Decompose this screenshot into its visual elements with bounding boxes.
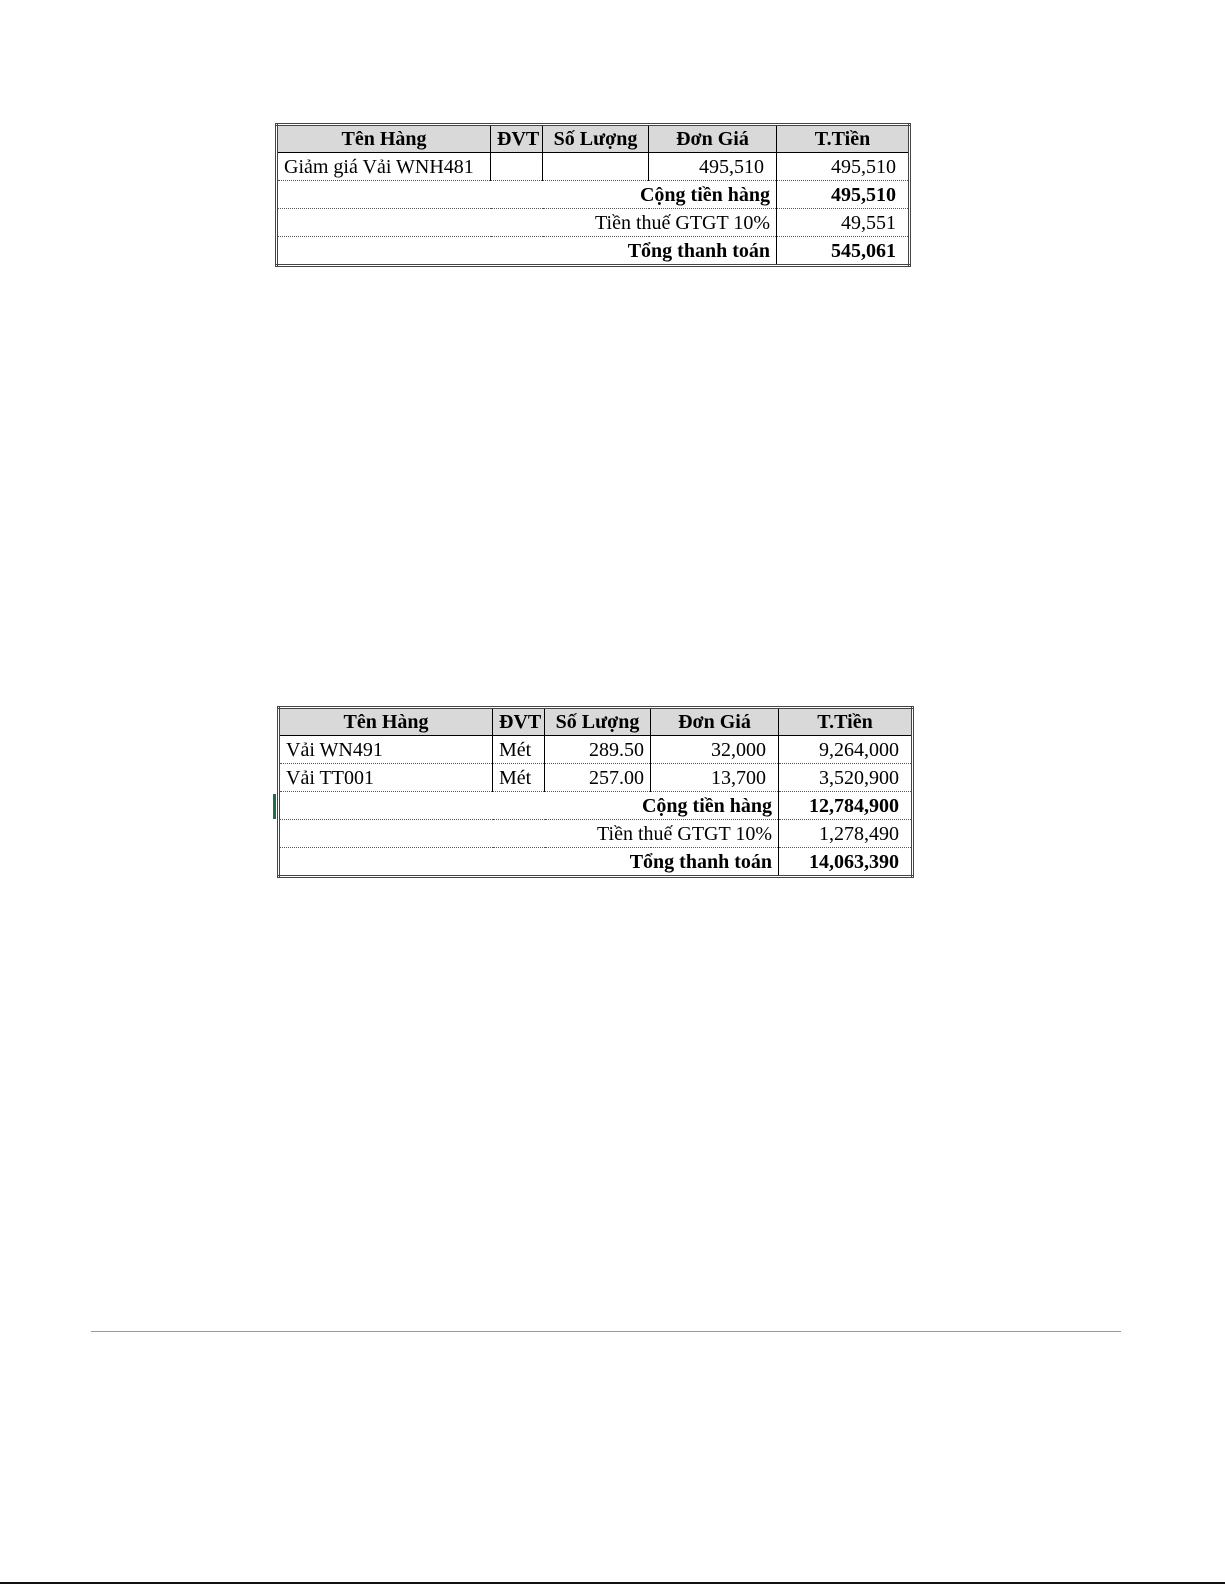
item-name: Vải WN491 [279, 736, 493, 764]
total-label: Tổng thanh toán [279, 848, 779, 877]
item-unit: Mét [493, 764, 545, 792]
item-unit [491, 153, 543, 181]
header-unit-price: Đơn Giá [651, 708, 779, 736]
subtotal-label: Cộng tiền hàng [279, 792, 779, 820]
subtotal-row [277, 181, 910, 209]
invoice-table-1 [275, 123, 911, 267]
header-amount: T.Tiền [779, 708, 913, 736]
table-row [279, 736, 913, 764]
vat-label: Tiền thuế GTGT 10% [279, 820, 779, 848]
header-name: Tên Hàng [277, 125, 491, 153]
footer-divider [91, 1331, 1121, 1332]
item-unit-price: 32,000 [651, 736, 779, 764]
item-quantity: 289.50 [545, 736, 651, 764]
vat-row [277, 209, 910, 237]
header-row [279, 708, 913, 736]
subtotal-value: 495,510 [777, 181, 910, 209]
vat-label: Tiền thuế GTGT 10% [277, 209, 777, 237]
total-row [279, 848, 913, 877]
item-quantity: 257.00 [545, 764, 651, 792]
header-quantity: Số Lượng [543, 125, 649, 153]
header-quantity: Số Lượng [545, 708, 651, 736]
subtotal-value: 12,784,900 [779, 792, 913, 820]
item-name: Giảm giá Vải WNH481 [277, 153, 491, 181]
selected-cell-marker [273, 794, 276, 819]
vat-row [279, 820, 913, 848]
vat-value: 49,551 [777, 209, 910, 237]
vat-value: 1,278,490 [779, 820, 913, 848]
total-row [277, 237, 910, 266]
header-unit-price: Đơn Giá [649, 125, 777, 153]
header-unit: ĐVT [493, 708, 545, 736]
table-row [277, 153, 910, 181]
subtotal-row [279, 792, 913, 820]
total-label: Tổng thanh toán [277, 237, 777, 266]
item-quantity [543, 153, 649, 181]
item-amount: 9,264,000 [779, 736, 913, 764]
header-unit: ĐVT [491, 125, 543, 153]
item-name: Vải TT001 [279, 764, 493, 792]
page-bottom-edge [0, 1582, 1225, 1584]
item-amount: 3,520,900 [779, 764, 913, 792]
item-unit: Mét [493, 736, 545, 764]
table-row [279, 764, 913, 792]
total-value: 545,061 [777, 237, 910, 266]
item-amount: 495,510 [777, 153, 910, 181]
item-unit-price: 13,700 [651, 764, 779, 792]
invoice-table-2 [277, 706, 914, 878]
header-row [277, 125, 910, 153]
item-unit-price: 495,510 [649, 153, 777, 181]
total-value: 14,063,390 [779, 848, 913, 877]
header-name: Tên Hàng [279, 708, 493, 736]
subtotal-label: Cộng tiền hàng [277, 181, 777, 209]
header-amount: T.Tiền [777, 125, 910, 153]
